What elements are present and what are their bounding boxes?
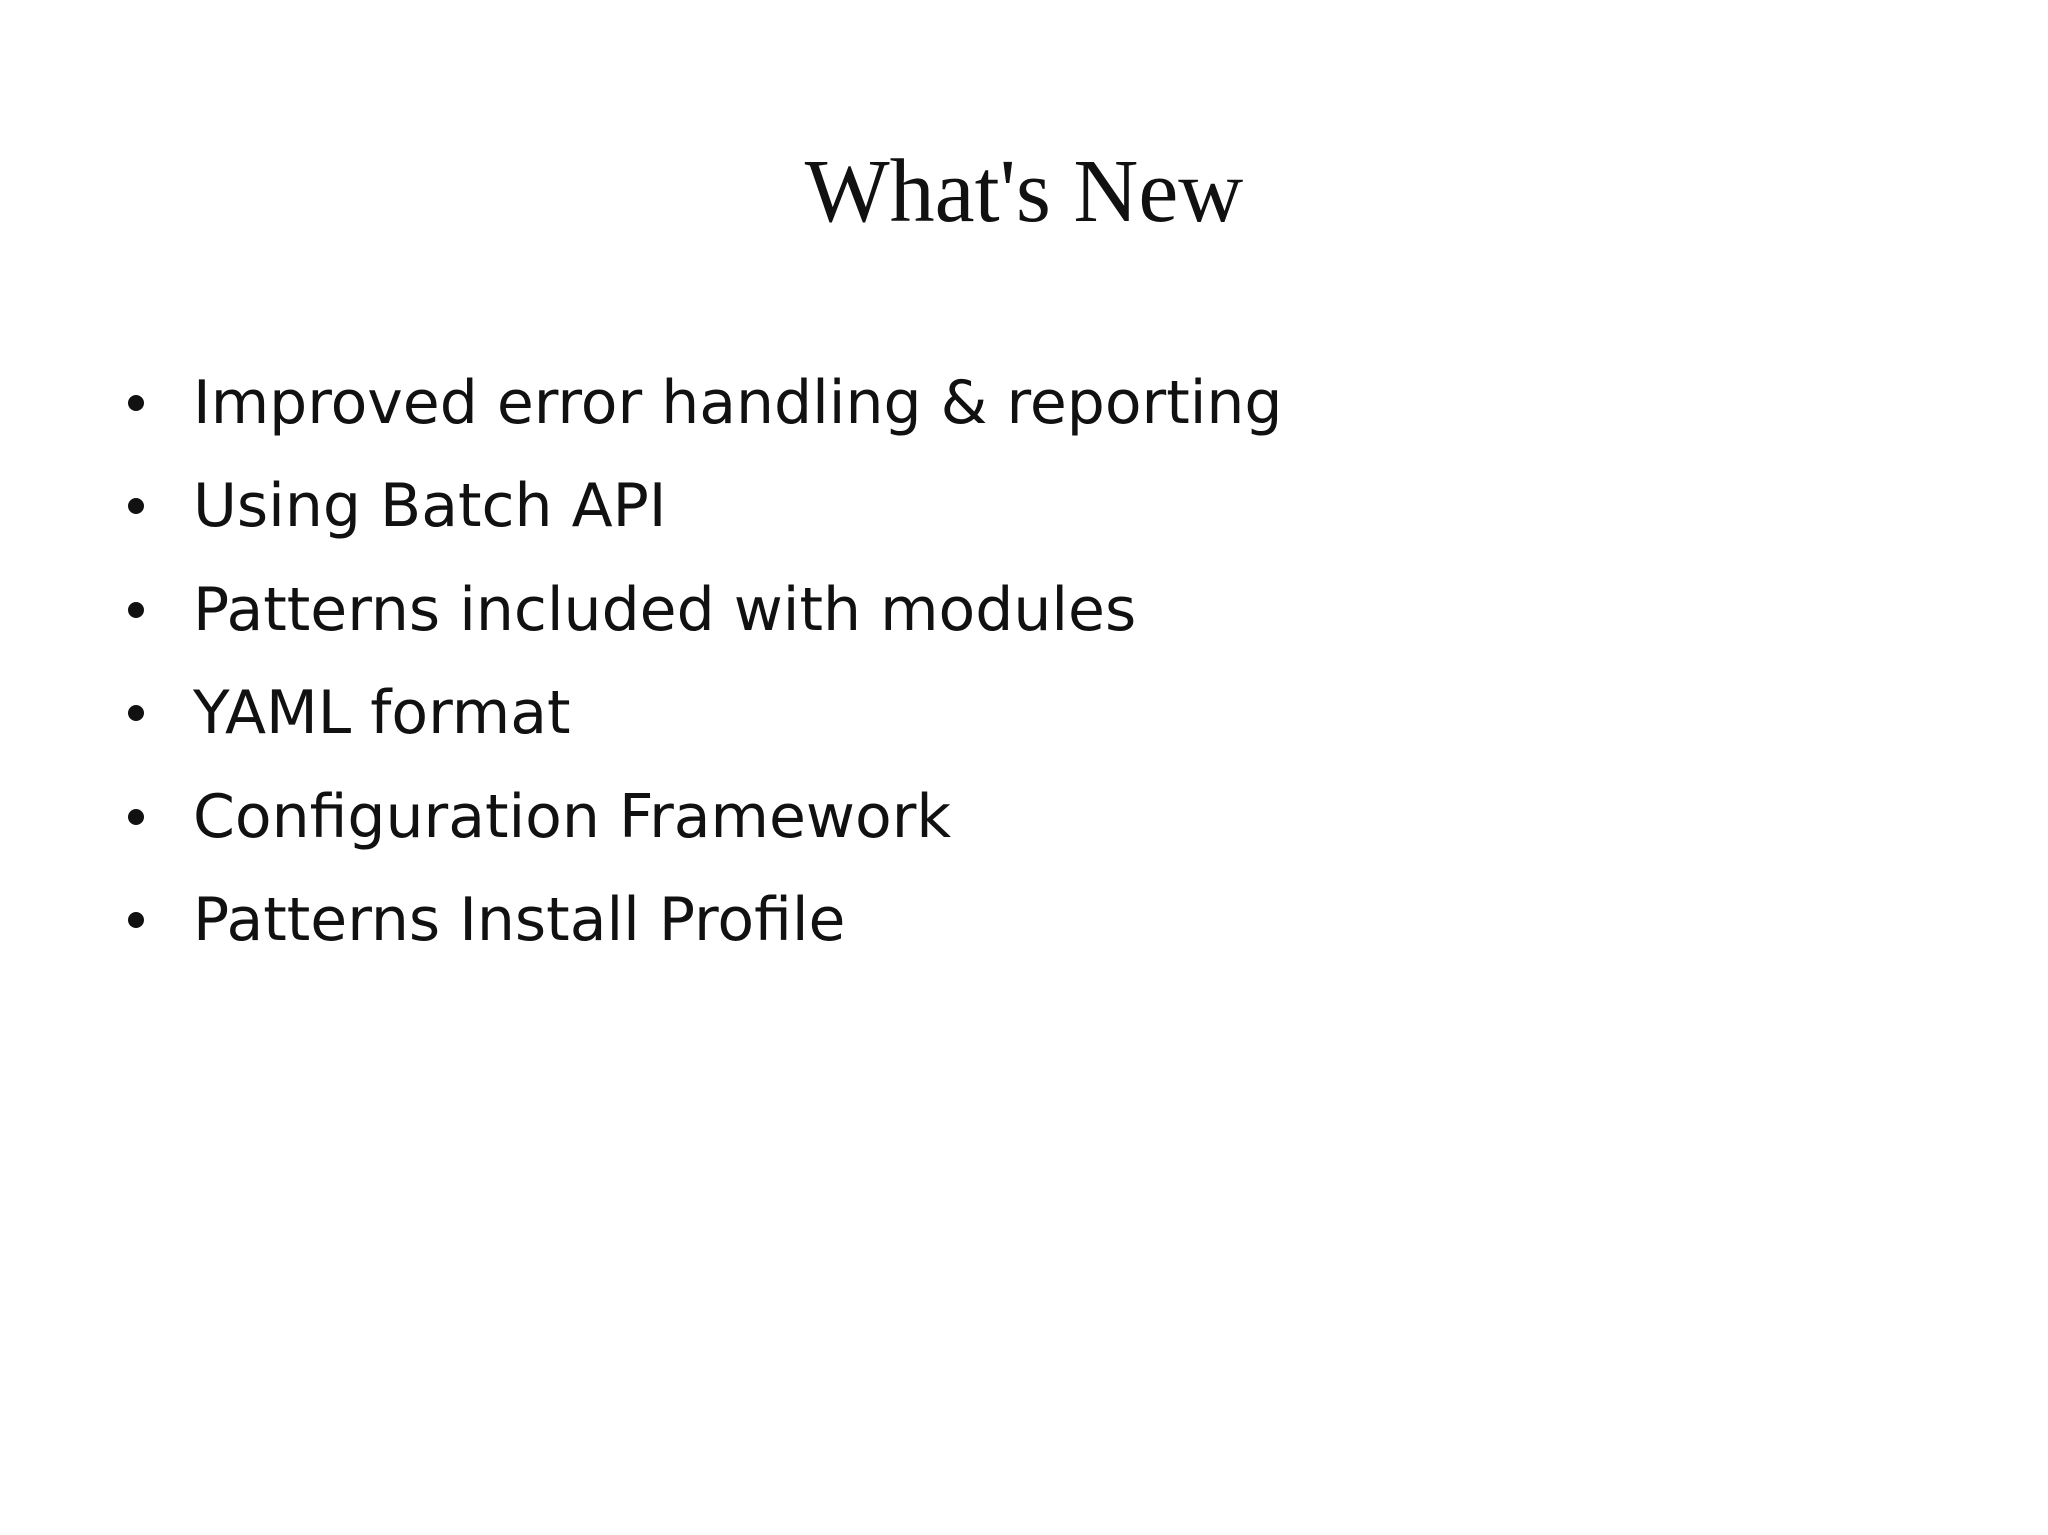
slide-title: What's New [804, 142, 1244, 241]
bullet-text: Patterns included with modules [193, 575, 1137, 645]
bullet-dot-icon [128, 705, 144, 721]
bullet-text: Improved error handling & reporting [193, 368, 1283, 438]
bullet-text: YAML format [193, 678, 571, 748]
bullet-dot-icon [128, 602, 144, 618]
bullet-text: Configuration Framework [193, 782, 952, 852]
bullet-dot-icon [128, 498, 144, 514]
bullet-dot-icon [128, 395, 144, 411]
bullet-text: Using Batch API [193, 471, 667, 541]
bullet-dot-icon [128, 912, 144, 928]
bullet-text: Patterns Install Profile [193, 885, 846, 955]
bullet-dot-icon [128, 809, 144, 825]
